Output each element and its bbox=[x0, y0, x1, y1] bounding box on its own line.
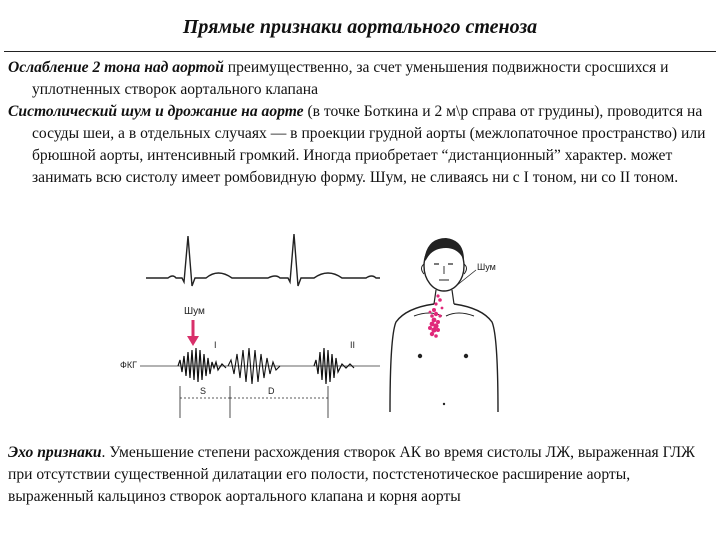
diastole-label: D bbox=[268, 386, 275, 396]
tone-1-label: I bbox=[214, 340, 217, 350]
systole-label: S bbox=[200, 386, 207, 396]
pcg-first-burst bbox=[178, 348, 226, 382]
paragraph-body: преимущественно, за счет уменьшения подвижности сросшихся и уплотненных створок аортального клапана bbox=[32, 59, 669, 98]
neck-right bbox=[452, 290, 454, 304]
slide-title: Прямые признаки аортального стеноза bbox=[182, 16, 538, 38]
torso-outline bbox=[390, 304, 498, 412]
clavicles bbox=[414, 313, 474, 316]
paragraph-lead: Ослабление 2 тона над аортой bbox=[8, 59, 224, 76]
ecg-pcg-figure bbox=[118, 228, 386, 424]
nipple-left bbox=[418, 354, 422, 358]
tone-2-label: II bbox=[350, 340, 356, 350]
nipple-right bbox=[464, 354, 468, 358]
paragraph-body: . Уменьшение степени расхождения створок АК во время систолы ЛЖ, выраженная ГЛЖ при отсутствии существенной дилатации его полости, постстенотическое расширение аорты, выраженный кальциноз створок аортального клапана и корня аорты bbox=[8, 444, 696, 505]
murmur-radiation bbox=[428, 294, 443, 337]
murmur-label: Шум bbox=[184, 306, 205, 317]
torso-murmur-label: Шум bbox=[477, 262, 496, 272]
neck-left bbox=[434, 290, 436, 304]
title-divider bbox=[4, 51, 716, 52]
paragraph-lead: Систолический шум и дрожание на аорте bbox=[8, 103, 304, 120]
paragraph-s2-weakening bbox=[8, 57, 720, 101]
paragraph-systolic-murmur bbox=[8, 101, 720, 189]
murmur-arrow-head bbox=[187, 336, 199, 346]
paragraph-echo-signs bbox=[8, 442, 708, 508]
navel bbox=[443, 403, 445, 405]
ecg-trace bbox=[146, 234, 380, 286]
paragraph-lead: Эхо признаки bbox=[8, 444, 102, 461]
pcg-label: ФКГ bbox=[120, 360, 137, 370]
torso-figure bbox=[386, 226, 516, 412]
paragraph-body: (в точке Боткина и 2 м\р справа от грудины), проводится на сосуды шеи, а в отдельных случаях — в проекции грудной аорты (межлопаточное пространство) или брюшной аорты, интенсивный громкий. Иногда приобретает “дистанционный” характер. может занимать всю систолу имеет ромбовидную форму. Шум, не сливаясь ни с I тоном, ни со II тоном. bbox=[32, 103, 706, 186]
